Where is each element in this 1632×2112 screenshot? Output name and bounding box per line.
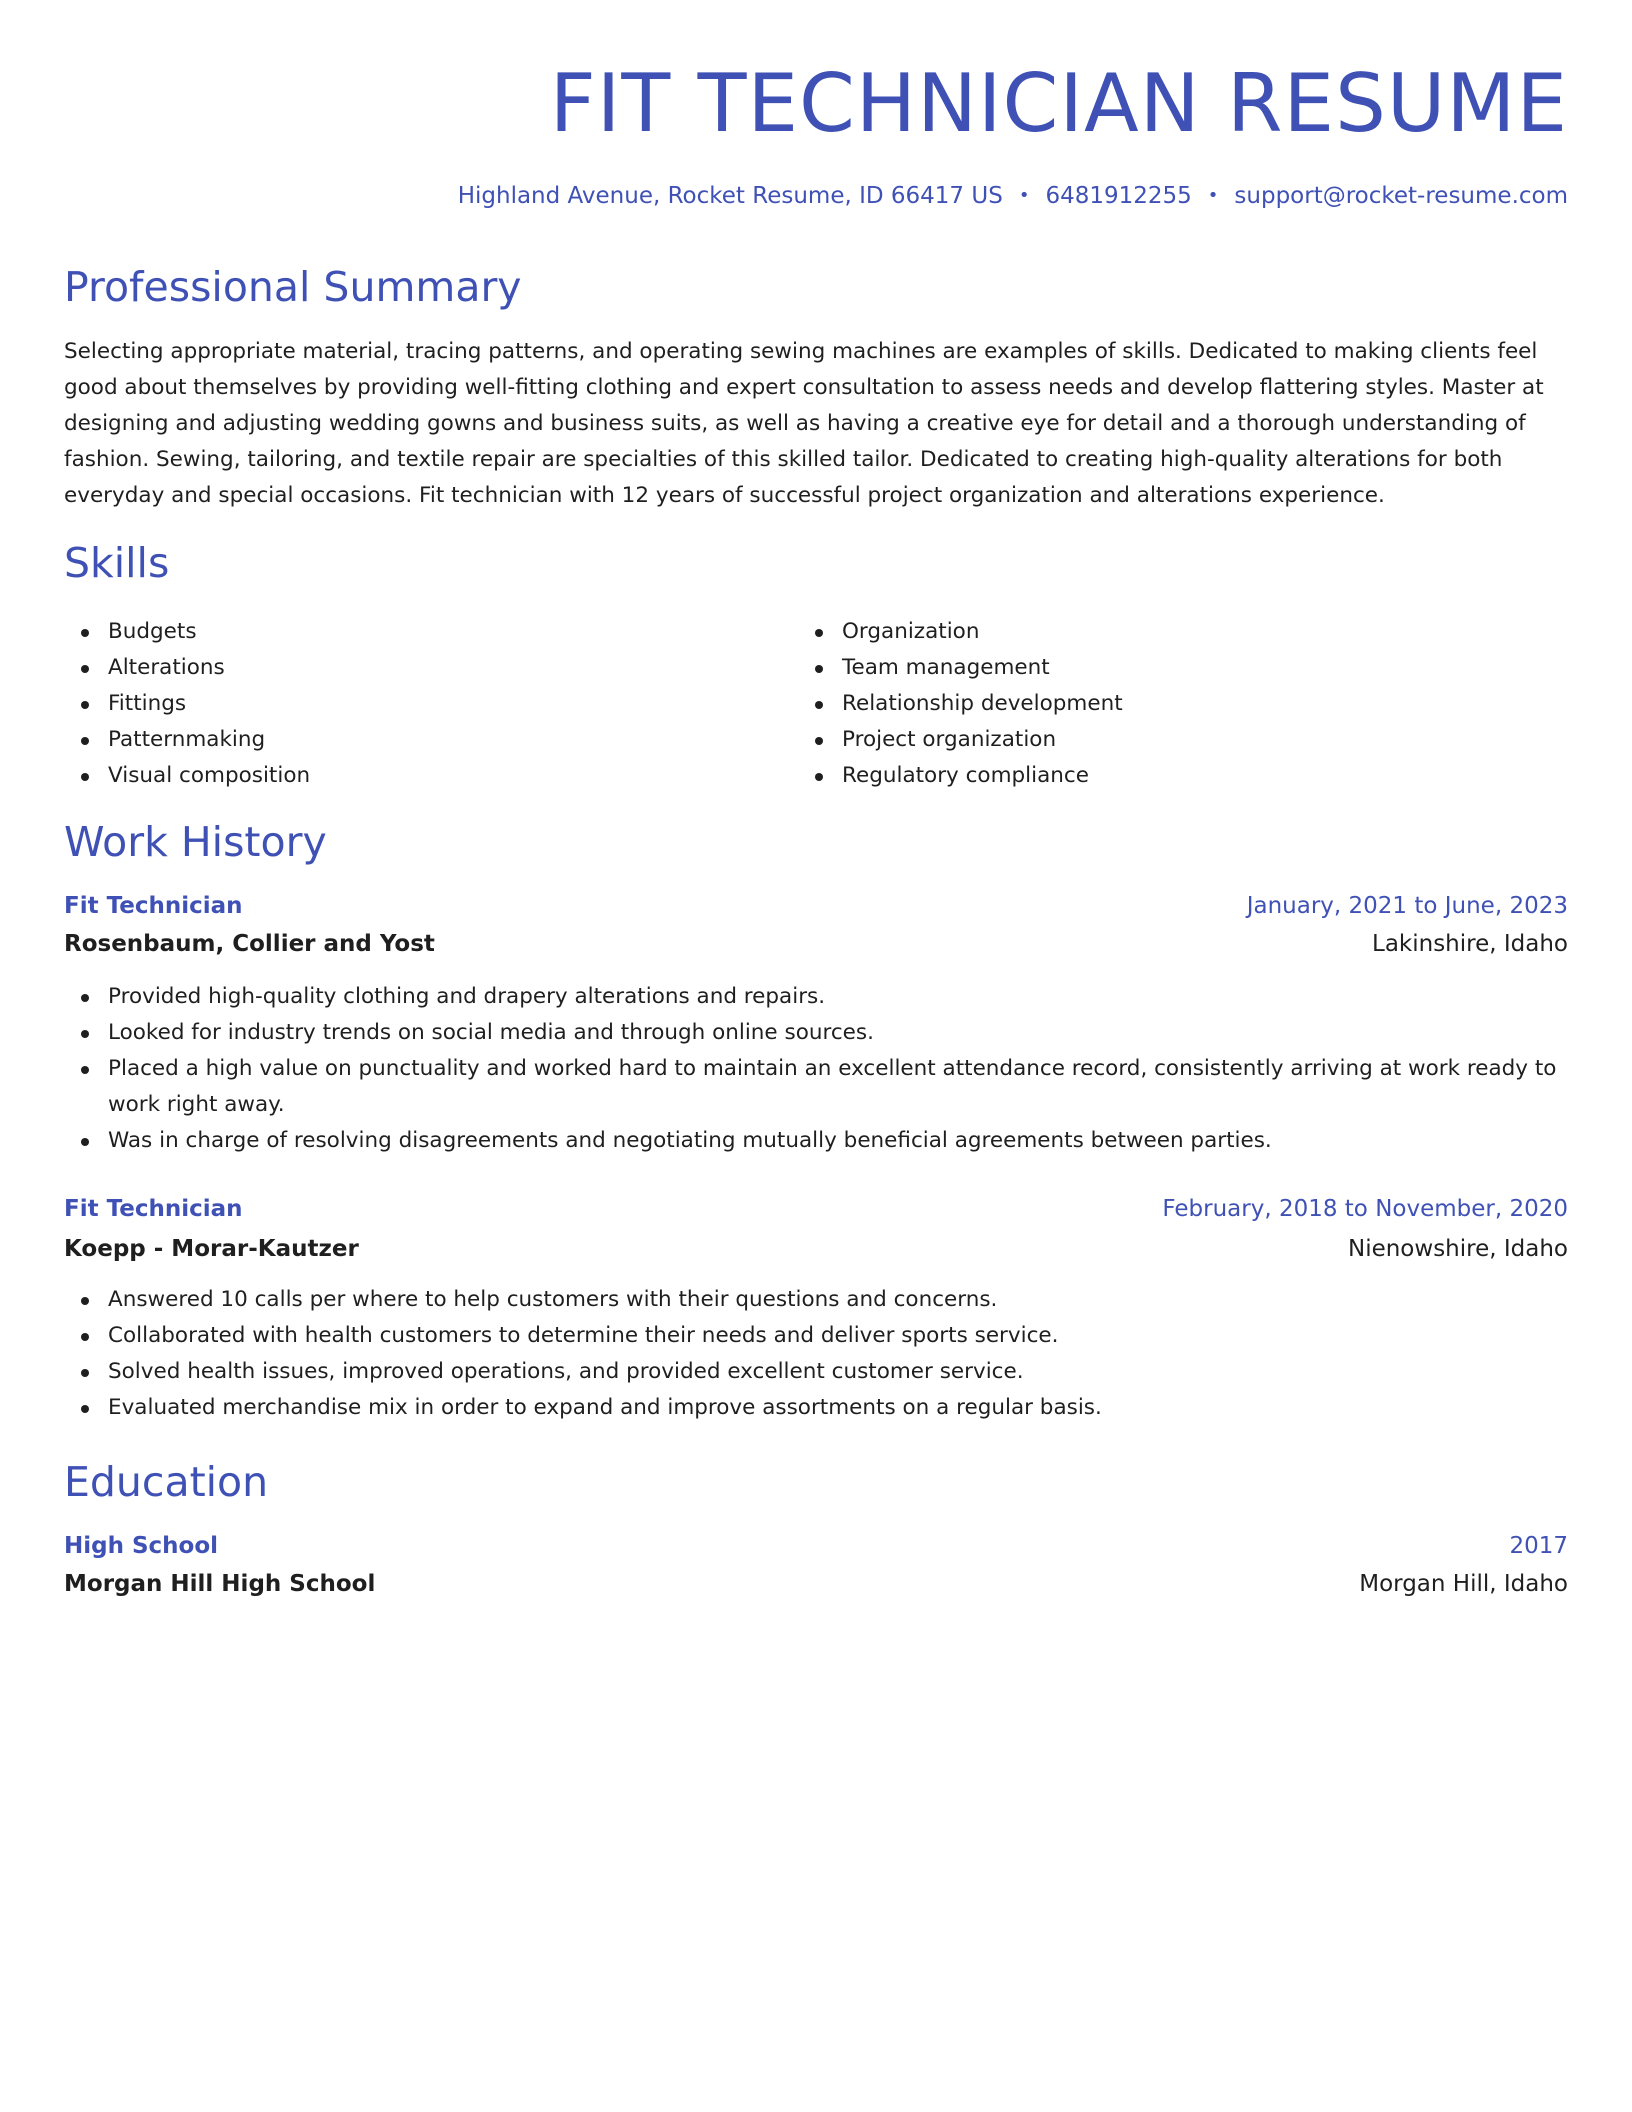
job-header [64, 1191, 1568, 1227]
job-bullet: Solved health issues, improved operations, and provided excellent customer service. [64, 1354, 1568, 1390]
education-year: 2017 [1509, 1533, 1568, 1559]
education-heading: Education [64, 1458, 269, 1506]
contact-email: support@rocket-resume.com [1234, 183, 1568, 209]
skills-column-right [798, 614, 1498, 794]
skill-item: Alterations [64, 650, 764, 686]
job-company-row [64, 1231, 1568, 1267]
job-bullet: Collaborated with health customers to determine their needs and deliver sports service. [64, 1318, 1568, 1354]
skill-item: Relationship development [798, 686, 1498, 722]
skills-heading: Skills [64, 539, 170, 587]
skill-item: Organization [798, 614, 1498, 650]
job-title: Fit Technician [64, 893, 243, 919]
contact-address: Highland Avenue, Rocket Resume, ID 66417 US [457, 183, 1003, 209]
job-company: Rosenbaum, Collier and Yost [64, 931, 435, 957]
job-header [64, 888, 1568, 924]
job-location: Nienowshire, Idaho [1347, 1236, 1568, 1262]
skill-item: Team management [798, 650, 1498, 686]
work-history-heading: Work History [64, 818, 327, 866]
job-bullet-list [64, 979, 1568, 1159]
job-location: Lakinshire, Idaho [1372, 931, 1568, 957]
job-bullet: Placed a high value on punctuality and worked hard to maintain an excellent attendance record, consistently arriving at work ready to work right away. [64, 1051, 1568, 1123]
contact-line [458, 180, 1568, 212]
job-bullet: Answered 10 calls per where to help customers with their questions and concerns. [64, 1282, 1568, 1318]
skill-item: Patternmaking [64, 722, 764, 758]
job-bullet: Evaluated merchandise mix in order to expand and improve assortments on a regular basis. [64, 1390, 1568, 1426]
education-header [64, 1528, 1568, 1564]
job-title: Fit Technician [64, 1196, 243, 1222]
resume-title: FIT TECHNICIAN RESUME [549, 57, 1568, 150]
education-school: Morgan Hill High School [64, 1571, 376, 1597]
summary-text: Selecting appropriate material, tracing patterns, and operating sewing machines are examples of skills. Dedicated to making clients feel good about themselves by providing well-fitting clothing and expert consultation to assess needs and develop flattering styles. Master at designing and adjusting wedding gowns and business suits, as well as having a creative eye for detail and a thorough understanding of fashion. Sewing, tailoring, and textile repair are specialties of this skilled tailor. Dedicated to creating high-quality alterations for both everyday and special occasions. Fit technician with 12 years of successful project organization and alterations experience. [64, 339, 1544, 508]
job-bullet: Provided high-quality clothing and drapery alterations and repairs. [64, 979, 1568, 1015]
job-dates: January, 2021 to June, 2023 [1246, 893, 1568, 919]
education-location: Morgan Hill, Idaho [1359, 1571, 1568, 1597]
job-company-row [64, 926, 1568, 962]
skill-item: Project organization [798, 722, 1498, 758]
education-school-row [64, 1566, 1568, 1602]
skills-column-left [64, 614, 764, 794]
contact-separator: • [1207, 185, 1219, 206]
skill-item: Budgets [64, 614, 764, 650]
skill-item: Fittings [64, 686, 764, 722]
job-dates: February, 2018 to November, 2020 [1162, 1196, 1568, 1222]
job-bullet: Looked for industry trends on social media and through online sources. [64, 1015, 1568, 1051]
summary-heading: Professional Summary [64, 263, 522, 311]
contact-separator: • [1018, 185, 1030, 206]
education-degree: High School [64, 1533, 219, 1559]
skill-item: Visual composition [64, 758, 764, 794]
skill-item: Regulatory compliance [798, 758, 1498, 794]
job-bullet-list [64, 1282, 1568, 1426]
job-company: Koepp - Morar-Kautzer [64, 1236, 359, 1262]
contact-phone: 6481912255 [1045, 183, 1192, 209]
job-bullet: Was in charge of resolving disagreements and negotiating mutually beneficial agreements between parties. [64, 1123, 1568, 1159]
